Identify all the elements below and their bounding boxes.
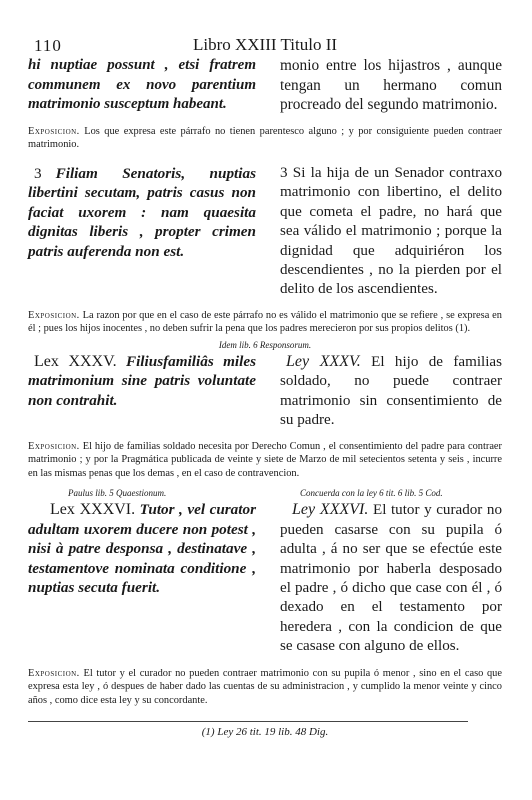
exposicion-text: El tutor y el curador no pueden contraer matrimonio con su pupila ó menor , sino en el caso que expresa esta ley , ó despues de haber dado las cuentas de su administracion , y cumplido la menor veinte y cinco años , como dice esta ley y su concordante. — [28, 667, 502, 706]
latin-body: Filiam Senatoris, nuptias libertini secutam, patris casus non faciat uxorem : nam quaesita dignitas liberis , propter crimen patris auferenda non est. — [28, 164, 256, 260]
exposicion-paragraph — [28, 309, 502, 336]
latin-text — [28, 352, 256, 431]
law-label: Lex XXXV. — [34, 353, 117, 370]
law-label: Ley XXXVI. — [292, 501, 369, 519]
exposicion-label: Exposicion. — [28, 440, 80, 452]
section-lex-35 — [28, 352, 502, 431]
spanish-body: El hijo de familias soldado, no puede contraer matrimonio sin consentimiento de su padre. — [280, 354, 502, 429]
exposicion-label: Exposicion. — [28, 309, 80, 321]
law-source: Paulus lib. 5 Quaestionum. — [68, 488, 167, 499]
law-label: Ley XXXV. — [286, 353, 361, 370]
law-source: Idem lib. 6 Responsorum. — [218, 340, 312, 350]
section-paragraph-3 — [28, 164, 502, 300]
section-lex-36 — [28, 500, 502, 656]
page-number: 110 — [34, 36, 62, 55]
spanish-text — [280, 500, 502, 656]
exposicion-text: La razon por que en el caso de este párrafo no es válido el matrimonio que se refiere , se expresa en él ; pues los hijos inocentes , no deben sufrir la pena que los padres merecieron por sus propios delitos (1). — [28, 309, 502, 335]
latin-text — [28, 500, 256, 656]
exposicion-text: El hijo de familias soldado necesita por Derecho Comun , el consentimiento del padre para contraer matrimonio ; y por la Pragmática publicada de veinte y siete de Marzo de mil setecientos setenta y seis , incurre en las mismas penas que los demas , en el caso de contravencion. — [28, 440, 502, 479]
latin-text — [28, 164, 256, 300]
running-title: Libro XXIII Titulo II — [192, 35, 338, 54]
latin-text: hi nuptiae possunt , etsi fratrem communem ex novo parentium matrimonio susceptum habeant. — [28, 57, 256, 113]
spanish-body: El tutor y curador no pueden casarse con su pupila ó adulta , á no ser que se efectúe este matrimonio por haberla desposado el padre , ó dicho que case con él , ó dexado en el testamento por heredera , con la condicion de que se casase con alguno de ellos. — [280, 502, 503, 655]
spanish-text: monio entre los hijastros , aunque tengan un hermano comun procreado del segundo matrimonio. — [280, 57, 502, 114]
law-label: Lex XXXVI. — [50, 501, 136, 519]
running-header — [28, 30, 502, 54]
exposicion-text: Los que expresa este párrafo no tienen parentesco alguno ; y por consiguiente pueden contraer matrimonio. — [28, 125, 502, 151]
concordance-note: Concuerda con la ley 6 tit. 6 lib. 5 Cod. — [300, 488, 443, 499]
latin-body: Filiusfamiliâs miles matrimonium sine patris voluntate non contrahit. — [28, 353, 256, 409]
exposicion-paragraph — [28, 440, 502, 481]
latin-body: Tutor , vel curator adultam uxorem ducere non potest , nisi à patre desponsa , destinatave , testamentove nominata conditione , nuptias secuta fuerit. — [28, 501, 256, 597]
footnote: (1) Ley 26 tit. 19 lib. 48 Dig. — [201, 726, 329, 739]
source-row — [28, 488, 502, 498]
spanish-text: 3 Si la hija de un Senador contraxo matrimonio con libertino, el delito que cometa el padre, no hará que sea válido el matrimonio ; porque la dignidad que adquiriéron los descendientes , no la pierden por el delito de los ascendientes. — [280, 164, 502, 298]
paragraph-number: 3 — [34, 164, 42, 182]
exposicion-label: Exposicion. — [28, 667, 80, 679]
footnote-divider — [28, 721, 468, 722]
exposicion-paragraph — [28, 125, 502, 152]
exposicion-label: Exposicion. — [28, 125, 80, 137]
section-continuation — [28, 56, 502, 115]
spanish-text — [280, 352, 502, 431]
exposicion-paragraph — [28, 667, 502, 708]
